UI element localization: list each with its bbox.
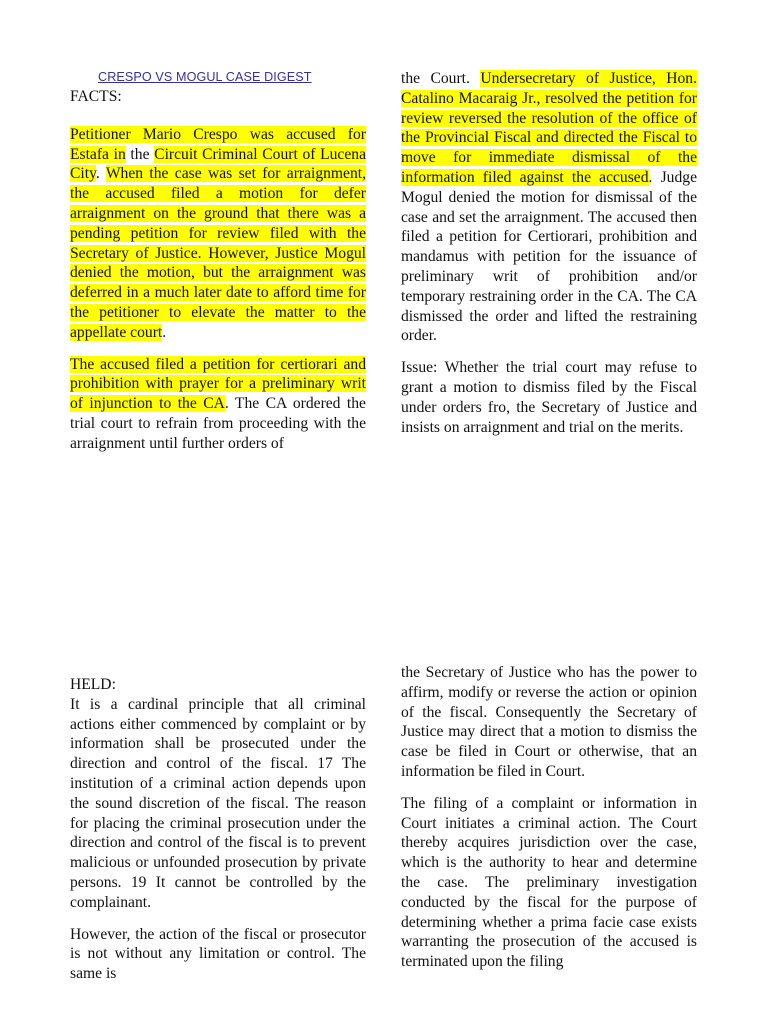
plain-text: . bbox=[95, 165, 106, 183]
section1-right-column bbox=[401, 69, 697, 449]
plain-text: . Judge Mogul denied the motion for dismissal of the case and set the arraignment. The accused then filed a petition for Certiorari, prohibition and mandamus with petition for the issuance of preliminary writ of prohibition and/or temporary restraining order in the CA. The CA dismissed the order and lifted the restraining order. bbox=[401, 168, 697, 345]
section2-left-column bbox=[70, 675, 366, 1024]
section2-right-column bbox=[401, 663, 697, 1024]
document-title[interactable]: CRESPO VS MOGUL CASE DIGEST bbox=[98, 70, 312, 84]
facts-paragraph-2 bbox=[70, 355, 366, 454]
section1-left-column bbox=[70, 87, 366, 466]
plain-text: the Court. bbox=[401, 70, 481, 87]
held-continuation-paragraph: the Secretary of Justice who has the power to affirm, modify or reverse the action or opinion of the fiscal. Consequently the Secretary of Justice may direct that a motion to dismiss the case be filed in Court or otherwise, that an information be filed in Court. bbox=[401, 664, 697, 780]
facts-paragraph-1 bbox=[70, 125, 366, 343]
highlight-text: The accused filed a petition for certiorari and prohibition with prayer for a preliminary writ of injunction to the CA bbox=[70, 355, 366, 413]
plain-text: . bbox=[162, 323, 167, 341]
held-paragraph-3: The filing of a complaint or information in Court initiates a criminal action. The Court thereby acquires jurisdiction over the case, which is the authority to hear and determine the case. The preliminary investigation conducted by the fiscal for the purpose of determining whether a prima facie case exists warranting the prosecution of the accused is terminated upon the filing bbox=[401, 794, 697, 971]
facts-heading: FACTS: bbox=[70, 88, 122, 105]
highlight-text: Circuit Criminal Court of Lucena City bbox=[70, 145, 366, 183]
highlight-text: Undersecretary of Justice, Hon. Catalino Macaraig Jr., resolved the petition for review reversed the resolution of the office of the Provincial Fiscal and directed the Fiscal to move for immediate dismissal of the information filed against the accused bbox=[401, 70, 697, 186]
highlight-text: Petitioner Mario Crespo was accused for Estafa in bbox=[70, 125, 366, 163]
held-heading: HELD: bbox=[70, 676, 116, 693]
facts-continuation-paragraph bbox=[401, 69, 697, 346]
plain-text: . The CA ordered the trial court to refrain from proceeding with the arraignment until further orders of bbox=[70, 395, 366, 452]
highlight-text: When the case was set for arraignment, the accused filed a motion for defer arraignment on the ground that there was a pending petition for review filed with the Secretary of Justice. However, Justice Mogul denied the motion, but the arraignment was deferred in a much later date to afford time for the petitioner to elevate the matter to the appellate court bbox=[70, 165, 367, 341]
plain-text: the bbox=[125, 145, 155, 163]
held-paragraph-1: It is a cardinal principle that all criminal actions either commenced by complaint or by information shall be prosecuted under the direction and control of the fiscal. 17 The institution of a criminal action depends upon the sound discretion of the fiscal. The reason for placing the criminal prosecution under the direction and control of the fiscal is to prevent malicious or unfounded prosecution by private persons. 19 It cannot be controlled by the complainant. bbox=[70, 695, 366, 911]
held-paragraph-2: However, the action of the fiscal or prosecutor is not without any limitation or control. The same is bbox=[70, 925, 366, 983]
issue-paragraph: Issue: Whether the trial court may refuse to grant a motion to dismiss filed by the Fiscal under orders fro, the Secretary of Justice and insists on arraignment and trial on the merits. bbox=[401, 359, 697, 436]
